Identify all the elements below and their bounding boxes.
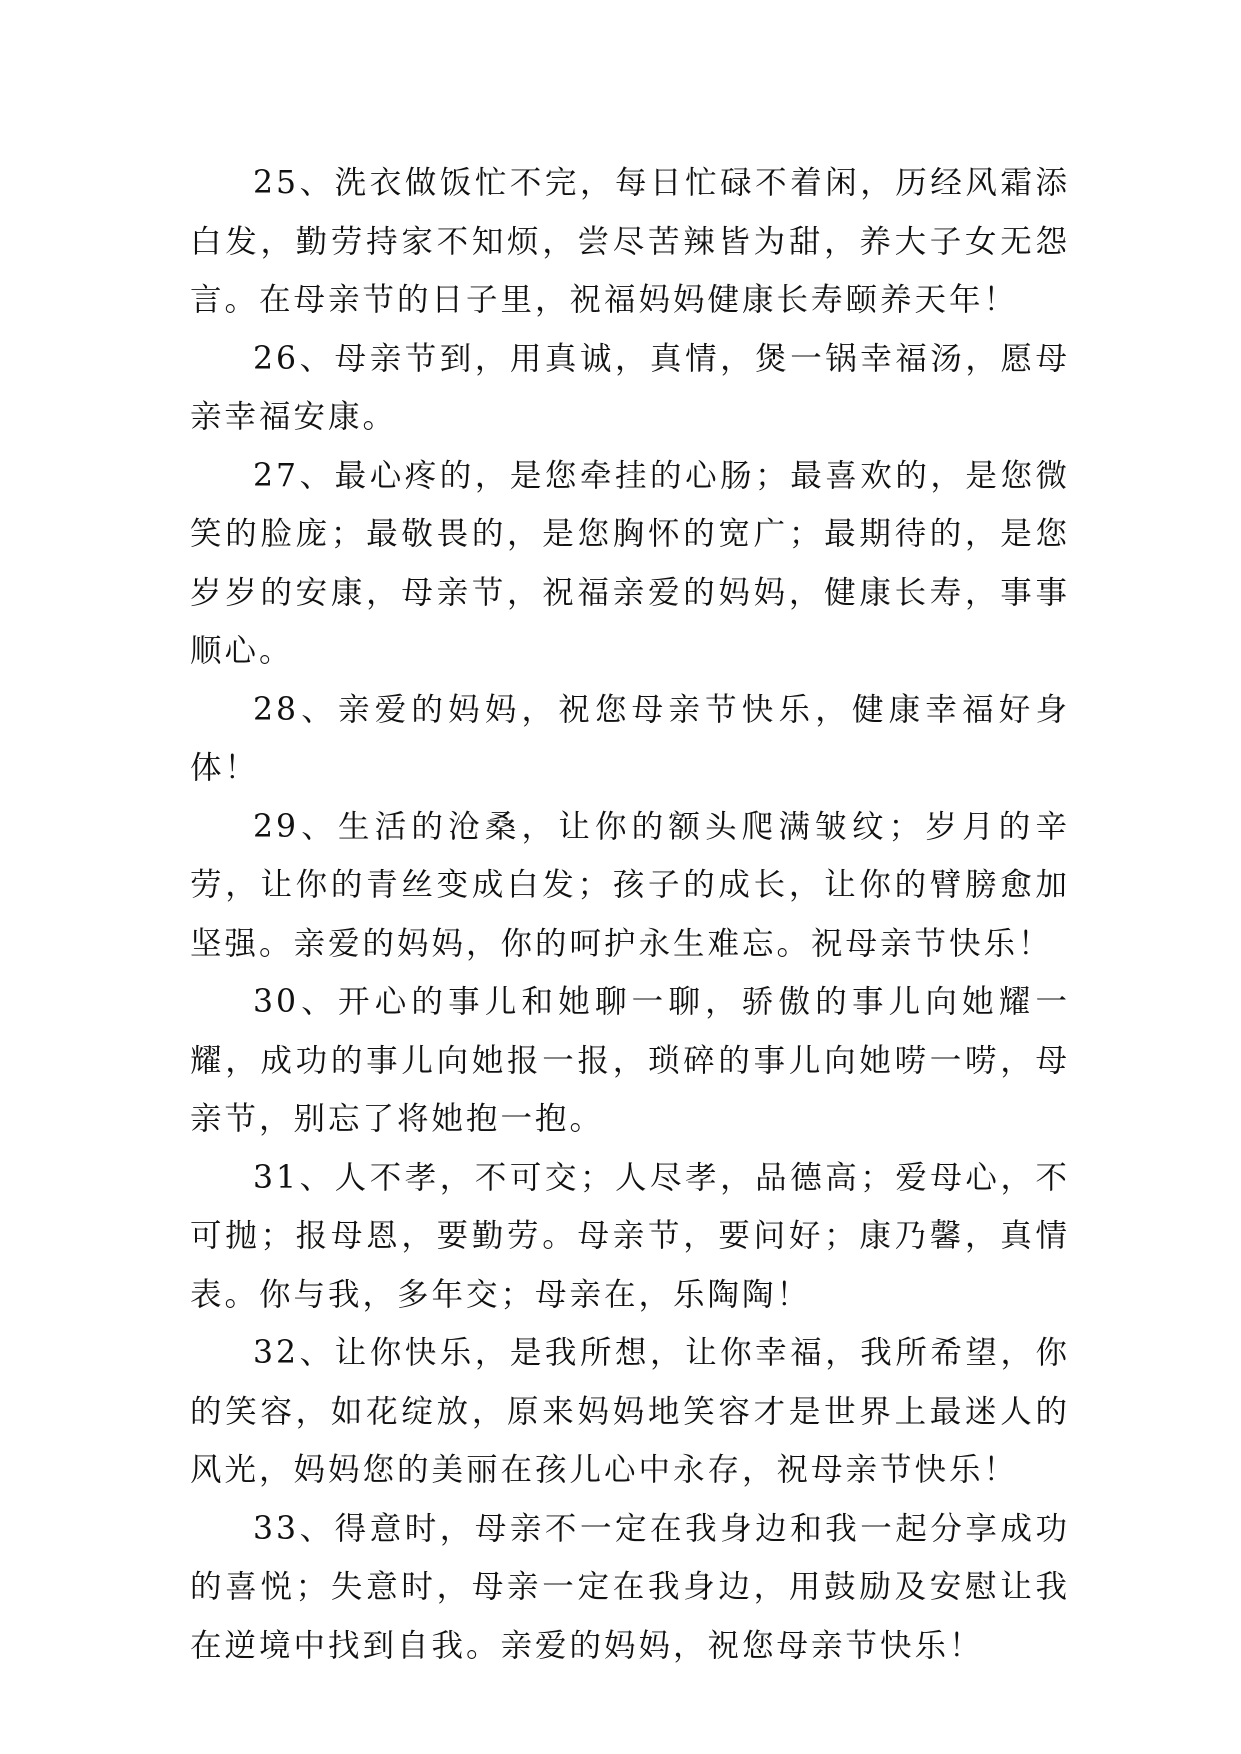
paragraph-30: 30、开心的事儿和她聊一聊，骄傲的事儿向她耀一耀，成功的事儿向她报一报，琐碎的事儿向她唠一唠，母亲节，别忘了将她抱一抱。 xyxy=(190,984,1070,1137)
paragraph-26: 26、母亲节到，用真诚，真情，煲一锅幸福汤，愿母亲幸福安康。 xyxy=(190,340,1070,435)
document-body xyxy=(190,154,1070,1675)
paragraph-33: 33、得意时，母亲不一定在我身边和我一起分享成功的喜悦；失意时，母亲一定在我身边，用鼓励及安慰让我在逆境中找到自我。亲爱的妈妈，祝您母亲节快乐！ xyxy=(190,1510,1070,1664)
paragraph-31: 31、人不孝，不可交；人尽孝，品德高；爱母心，不可抛；报母恩，要勤劳。母亲节，要问好；康乃馨，真情表。你与我，多年交；母亲在，乐陶陶！ xyxy=(190,1159,1070,1313)
paragraph-28: 28、亲爱的妈妈，祝您母亲节快乐，健康幸福好身体！ xyxy=(190,691,1070,786)
paragraph-27: 27、最心疼的，是您牵挂的心肠；最喜欢的，是您微笑的脸庞；最敬畏的，是您胸怀的宽广；最期待的，是您岁岁的安康，母亲节，祝福亲爱的妈妈，健康长寿，事事顺心。 xyxy=(190,457,1070,669)
paragraph-32: 32、让你快乐，是我所想，让你幸福，我所希望，你的笑容，如花绽放，原来妈妈地笑容才是世界上最迷人的风光，妈妈您的美丽在孩儿心中永存，祝母亲节快乐！ xyxy=(190,1335,1070,1488)
paragraph-29: 29、生活的沧桑，让你的额头爬满皱纹；岁月的辛劳，让你的青丝变成白发；孩子的成长，让你的臂膀愈加坚强。亲爱的妈妈，你的呵护永生难忘。祝母亲节快乐！ xyxy=(190,808,1070,962)
paragraph-25: 25、洗衣做饭忙不完，每日忙碌不着闲，历经风霜添白发，勤劳持家不知烦，尝尽苦辣皆为甜，养大子女无怨言。在母亲节的日子里，祝福妈妈健康长寿颐养天年！ xyxy=(190,165,1070,318)
